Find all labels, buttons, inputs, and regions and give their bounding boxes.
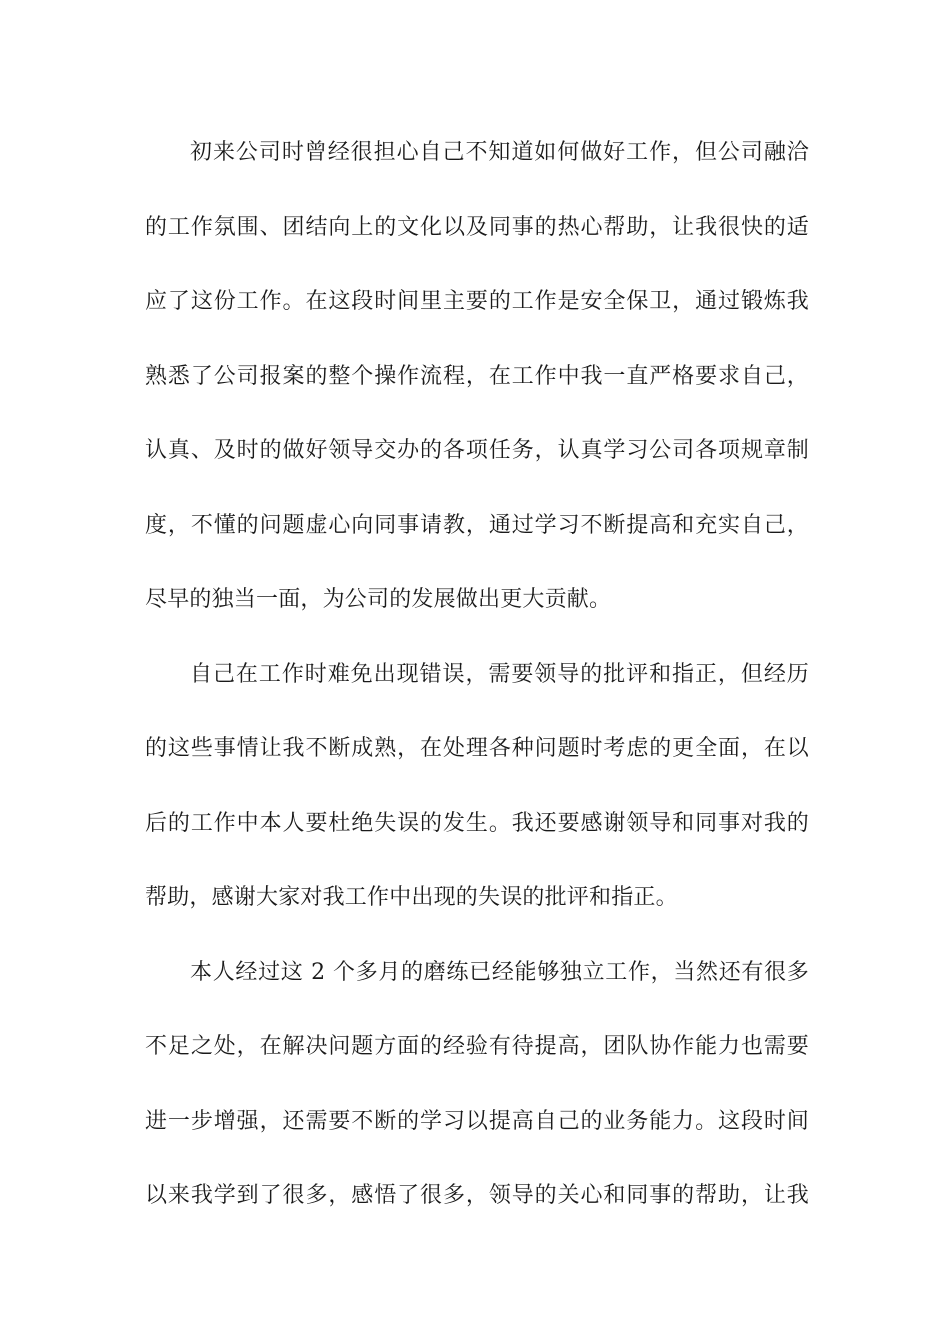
document-body (145, 125, 809, 1243)
text-line: 尽早的独当一面，为公司的发展做出更大贡献。 (145, 587, 612, 612)
text-line: 自己在工作时难免出现错误，需要领导的批评和指正，但经历 (190, 661, 809, 687)
text-line: 帮助，感谢大家对我工作中出现的失误的批评和指正。 (145, 885, 678, 910)
text-line: 以来我学到了很多，感悟了很多，领导的关心和同事的帮助，让我 (145, 1183, 809, 1208)
text-line: 的这些事情让我不断成熟，在处理各种问题时考虑的更全面，在以 (145, 736, 809, 761)
text-line: 本人经过这 2 个多月的磨练已经能够独立工作，当然还有很多 (190, 959, 809, 985)
text-line: 不足之处，在解决问题方面的经验有待提高，团队协作能力也需要 (145, 1034, 809, 1059)
text-line: 度，不懂的问题虚心向同事请教，通过学习不断提高和充实自己， (145, 512, 809, 538)
text-line: 的工作氛围、团结向上的文化以及同事的热心帮助，让我很快的适 (145, 214, 809, 240)
text-line: 进一步增强，还需要不断的学习以提高自己的业务能力。这段时间 (145, 1108, 809, 1134)
text-line: 后的工作中本人要杜绝失误的发生。我还要感谢领导和同事对我的 (145, 810, 809, 836)
text-line: 应了这份工作。在这段时间里主要的工作是安全保卫，通过锻炼我 (145, 289, 809, 314)
text-line: 熟悉了公司报案的整个操作流程，在工作中我一直严格要求自己， (145, 363, 809, 389)
text-line: 认真、及时的做好领导交办的各项任务，认真学习公司各项规章制 (145, 438, 809, 463)
text-line: 初来公司时曾经很担心自己不知道如何做好工作，但公司融洽 (190, 140, 809, 165)
